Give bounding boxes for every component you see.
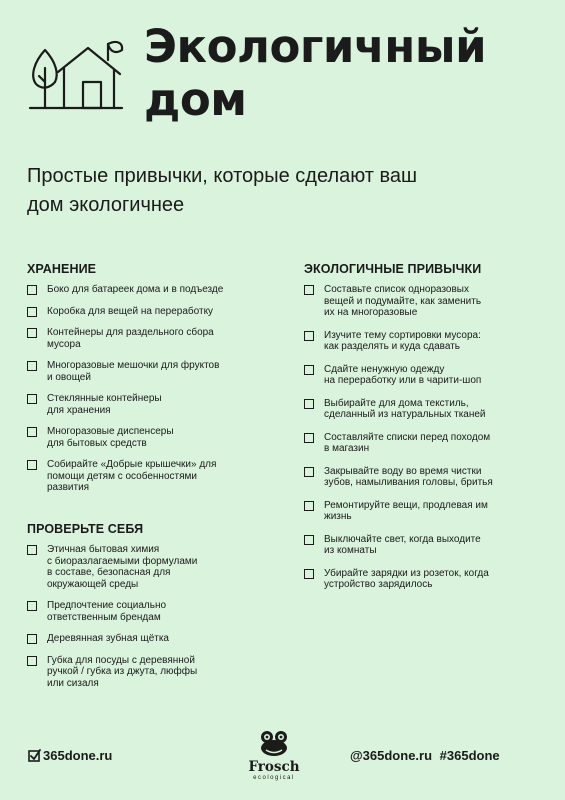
- item-text: Многоразовые диспенсеры для бытовых средств: [47, 426, 174, 449]
- section-eco-habits: [304, 262, 544, 602]
- item-text: Составляйте списки перед походом в магазин: [324, 431, 491, 454]
- item-text: Закрывайте воду во время чистки зубов, намыливания головы, бритья: [324, 465, 493, 488]
- footer-site: 365done.ru: [43, 748, 113, 763]
- section-storage: [27, 262, 277, 504]
- title-line-2: дом: [144, 73, 247, 126]
- item-text: Сдайте ненужную одежду на переработку или в чарити-шоп: [324, 363, 482, 386]
- checkbox[interactable]: [304, 365, 314, 375]
- checkbox[interactable]: [27, 460, 37, 470]
- item-text: Коробка для вещей на переработку: [47, 305, 214, 317]
- item-text: Убирайте зарядки из розеток, когда устройство зарядилось: [324, 567, 489, 590]
- item-text: Изучите тему сортировки мусора: как разделять и куда сдавать: [324, 329, 481, 352]
- item-text: Стеклянные контейнеры для хранения: [47, 393, 162, 416]
- item-text: Боко для батареек дома и в подъезде: [47, 284, 224, 295]
- checkbox[interactable]: [304, 535, 314, 545]
- page-subtitle: [27, 162, 527, 220]
- checklist-item[interactable]: [27, 327, 277, 350]
- item-text: Многоразовые мешочки для фруктов и овощей: [47, 360, 220, 383]
- checkbox[interactable]: [304, 399, 314, 409]
- checkbox[interactable]: [304, 467, 314, 477]
- section-title: ПРОВЕРЬТЕ СЕБЯ: [27, 522, 144, 536]
- checkbox[interactable]: [27, 394, 37, 404]
- checklist-item[interactable]: [27, 426, 277, 449]
- footer-site-link[interactable]: [28, 748, 112, 763]
- checkbox[interactable]: [304, 569, 314, 579]
- item-text: Собирайте «Добрые крышечки» для помощи детям с особенностями развития: [47, 459, 217, 493]
- checklist-item[interactable]: [304, 568, 544, 591]
- subtitle-line-1: Простые привычки, которые сделают ваш: [27, 165, 418, 187]
- footer-social: @365done.ru #365done: [350, 748, 500, 763]
- page-title: [144, 20, 544, 126]
- checkbox[interactable]: [27, 307, 37, 317]
- brand-name: Frosch: [248, 759, 300, 775]
- item-text: Предпочтение социально ответственным брендам: [47, 600, 167, 623]
- item-text: Выключайте свет, когда выходите из комнаты: [324, 533, 481, 556]
- brand-tagline: ecological: [253, 775, 295, 781]
- section-title: ХРАНЕНИЕ: [27, 262, 97, 276]
- frosch-logo: [238, 728, 310, 794]
- checkbox[interactable]: [27, 427, 37, 437]
- check-box-icon: [28, 749, 41, 762]
- checklist-item[interactable]: [27, 306, 277, 318]
- checklist-item[interactable]: [27, 544, 277, 590]
- checklist-item[interactable]: [27, 600, 277, 623]
- item-text: Выбирайте для дома текстиль, сделанный из натуральных тканей: [324, 397, 486, 420]
- checklist-item[interactable]: [304, 284, 544, 319]
- item-text: Этичная бытовая химия с биоразлагаемыми формулами в составе, безопасная для окружающей среды: [47, 544, 198, 590]
- house-tree-icon: [28, 38, 124, 110]
- checklist-item[interactable]: [304, 534, 544, 557]
- checklist-item[interactable]: [304, 432, 544, 455]
- item-text: Губка для посуды с деревянной ручкой / губка из джута, люффы или сизаля: [47, 654, 198, 689]
- checklist-item[interactable]: [27, 284, 277, 296]
- checkbox[interactable]: [27, 545, 37, 555]
- checklist-item[interactable]: [27, 655, 277, 690]
- section-title: ЭКОЛОГИЧНЫЕ ПРИВЫЧКИ: [304, 262, 482, 276]
- checklist-item[interactable]: [27, 633, 277, 645]
- item-text: Составьте список одноразовых вещей и подумайте, как заменить их на многоразовые: [324, 284, 482, 318]
- item-text: Контейнеры для раздельного сбора мусора: [47, 327, 214, 350]
- item-text: Деревянная зубная щётка: [47, 633, 169, 644]
- checkbox[interactable]: [27, 328, 37, 338]
- checklist-item[interactable]: [304, 330, 544, 353]
- checklist-item[interactable]: [304, 466, 544, 489]
- checkbox[interactable]: [304, 501, 314, 511]
- frog-icon: [257, 728, 291, 758]
- checklist-item[interactable]: [304, 500, 544, 523]
- checkbox[interactable]: [304, 433, 314, 443]
- checkbox[interactable]: [27, 634, 37, 644]
- checkbox[interactable]: [27, 601, 37, 611]
- checkbox[interactable]: [27, 656, 37, 666]
- title-line-1: Экологичный: [144, 20, 487, 73]
- checklist-item[interactable]: [304, 364, 544, 387]
- checklist-item[interactable]: [27, 393, 277, 416]
- checkbox[interactable]: [304, 285, 314, 295]
- section-check-yourself: [27, 522, 277, 699]
- checkbox[interactable]: [304, 331, 314, 341]
- checklist-item[interactable]: [27, 459, 277, 494]
- checklist-item[interactable]: [304, 398, 544, 421]
- checklist-item[interactable]: [27, 360, 277, 383]
- checkbox[interactable]: [27, 285, 37, 295]
- checkbox[interactable]: [27, 361, 37, 371]
- item-text: Ремонтируйте вещи, продлевая им жизнь: [324, 499, 488, 522]
- subtitle-line-2: дом экологичнее: [27, 194, 185, 216]
